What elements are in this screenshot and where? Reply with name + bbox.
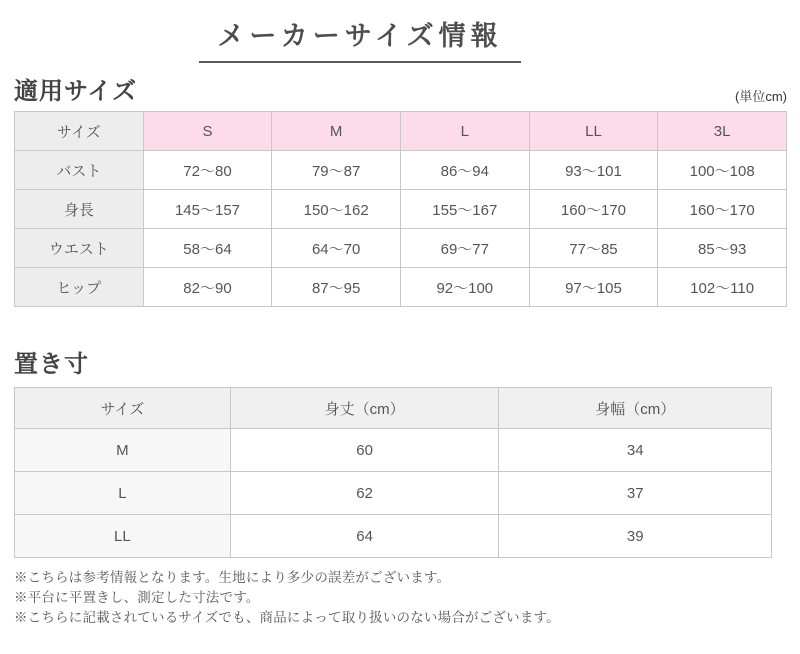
- footnote: ※こちらに記載されているサイズでも、商品によって取り扱いのない場合がございます。: [14, 610, 560, 625]
- table-header-row: [15, 388, 772, 429]
- footnotes: [14, 568, 787, 628]
- column-header-l: L: [400, 112, 529, 151]
- section-heading-applicable-size: 適用サイズ: [14, 78, 138, 105]
- table-row-ll: [15, 515, 772, 558]
- table-row-l: [15, 472, 772, 515]
- applicable-size-table: [14, 111, 787, 307]
- size-value-cell: 85〜93: [658, 229, 787, 268]
- row-label: L: [15, 472, 231, 515]
- column-header-size: サイズ: [15, 388, 231, 429]
- row-label: ウエスト: [15, 229, 144, 268]
- table-row-hip: [15, 268, 787, 307]
- size-value-cell: 145〜157: [143, 190, 272, 229]
- measurement-cell: 64: [230, 515, 499, 558]
- size-value-cell: 72〜80: [143, 151, 272, 190]
- size-value-cell: 100〜108: [658, 151, 787, 190]
- column-header-size: サイズ: [15, 112, 144, 151]
- size-value-cell: 97〜105: [529, 268, 658, 307]
- size-value-cell: 92〜100: [400, 268, 529, 307]
- measurement-cell: 39: [499, 515, 772, 558]
- size-value-cell: 160〜170: [529, 190, 658, 229]
- row-label: 身長: [15, 190, 144, 229]
- measurement-cell: 62: [230, 472, 499, 515]
- table-row-bust: [15, 151, 787, 190]
- row-label: LL: [15, 515, 231, 558]
- content-area: [0, 71, 800, 628]
- page-title: メーカーサイズ情報: [199, 12, 520, 63]
- size-value-cell: 82〜90: [143, 268, 272, 307]
- column-header-ll: LL: [529, 112, 658, 151]
- table-header-row: [15, 112, 787, 151]
- table-row-height: [15, 190, 787, 229]
- size-value-cell: 77〜85: [529, 229, 658, 268]
- footnote: ※こちらは参考情報となります。生地により多少の誤差がございます。: [14, 570, 451, 585]
- row-label: バスト: [15, 151, 144, 190]
- column-header-body-width: 身幅（cm）: [499, 388, 772, 429]
- size-value-cell: 69〜77: [400, 229, 529, 268]
- size-value-cell: 155〜167: [400, 190, 529, 229]
- title-area: [0, 0, 720, 63]
- row-label: ヒップ: [15, 268, 144, 307]
- flat-measurement-table: [14, 387, 772, 558]
- column-header-body-length: 身丈（cm）: [230, 388, 499, 429]
- size-value-cell: 86〜94: [400, 151, 529, 190]
- table-row-m: [15, 429, 772, 472]
- unit-note: (単位cm): [735, 89, 787, 104]
- footnote: ※平台に平置きし、測定した寸法です。: [14, 590, 260, 605]
- size-value-cell: 64〜70: [272, 229, 401, 268]
- measurement-cell: 34: [499, 429, 772, 472]
- column-header-3l: 3L: [658, 112, 787, 151]
- table-row-waist: [15, 229, 787, 268]
- size-value-cell: 150〜162: [272, 190, 401, 229]
- section1-header-row: [14, 71, 787, 106]
- size-value-cell: 87〜95: [272, 268, 401, 307]
- size-value-cell: 93〜101: [529, 151, 658, 190]
- measurement-cell: 60: [230, 429, 499, 472]
- column-header-s: S: [143, 112, 272, 151]
- size-value-cell: 160〜170: [658, 190, 787, 229]
- size-value-cell: 58〜64: [143, 229, 272, 268]
- column-header-m: M: [272, 112, 401, 151]
- size-value-cell: 79〜87: [272, 151, 401, 190]
- measurement-cell: 37: [499, 472, 772, 515]
- section-heading-flat-measurement: 置き寸: [14, 351, 89, 378]
- row-label: M: [15, 429, 231, 472]
- size-value-cell: 102〜110: [658, 268, 787, 307]
